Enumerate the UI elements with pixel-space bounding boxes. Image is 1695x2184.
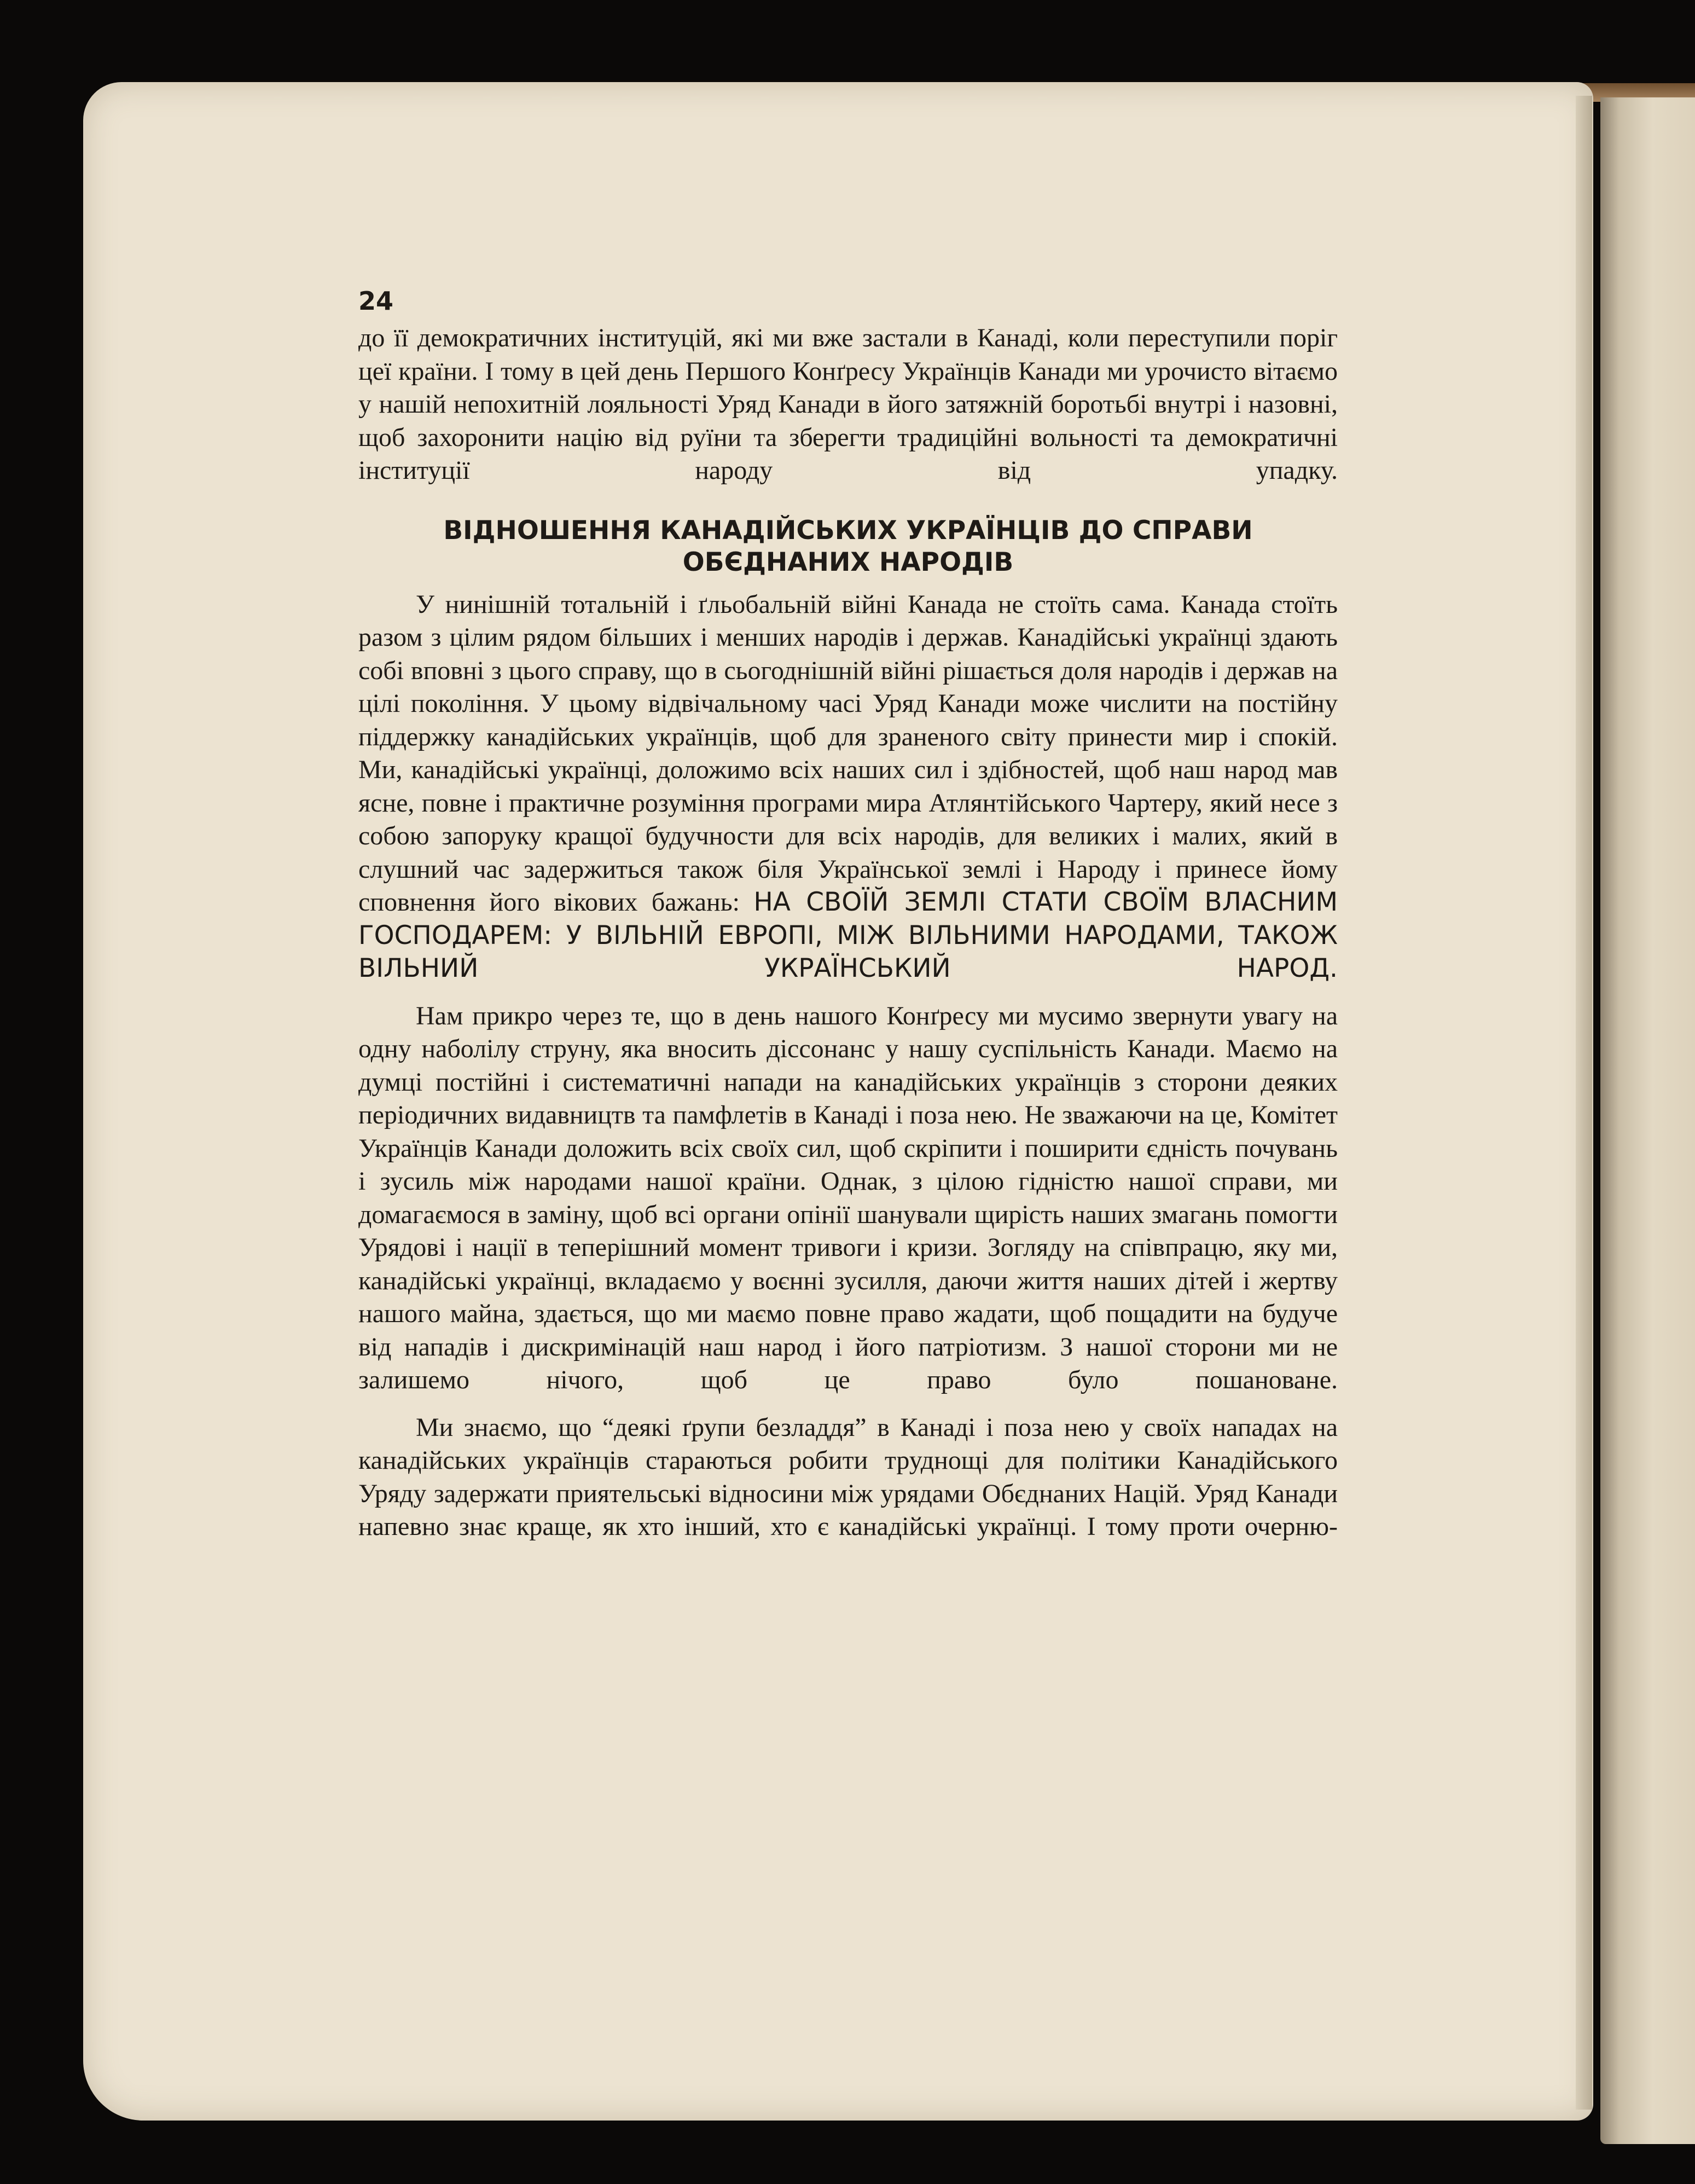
page-number: 24: [358, 286, 394, 316]
paragraph-disorder-groups: [358, 1411, 1338, 1544]
section-heading-line-1: ВІДНОШЕННЯ КАНАДІЙСЬКИХ УКРАЇНЦІВ ДО СПРАВИ: [443, 515, 1253, 546]
paragraph-continuation: [358, 322, 1338, 488]
paragraph-congress-complaint: [358, 1000, 1338, 1397]
paragraph-2-text: У нинішній тотальній і ґльобальній війні Канада не стоїть сама. Канада стоїть разом з цілим рядом більших і менших народів і держав. Канадійські українці здають собі вповні з цього справу, що в сьогоднішній війні рішається доля народів і держав на цілі покоління. У цьому відвічальному часі Уряд Канади може числити на постійну піддержку канадійських українців, щоб для зраненого світу принести мир і спокій. Ми, канадійські українці, доложимо всіх наших сил і здібностей, щоб наш народ мав ясне, повне і практичне розуміння програми мира Атлянтійського Чартеру, який несе з собою запоруку кращої будучности для всіх народів, для великих і малих, який в слушний час задержиться також біля Української землі і Народу і принесе йому сповнення його вікових бажань:: [358, 589, 1338, 917]
page-gutter-shadow: [1576, 96, 1592, 2110]
paragraph-united-nations: [358, 588, 1338, 986]
paragraph-1-text: до її демократичних інституцій, які ми вже застали в Канаді, коли переступили поріг цеї країни. І тому в цей день Першого Конґресу Українців Канади ми урочисто вітаємо у нашій непохитній лояльності Уряд Канади в його затяжній боротьбі внутрі і назовні, щоб захоронити націю від руїни та зберегти традиційні вольності та демократичні інституції народу від упадку.: [358, 323, 1338, 485]
section-heading-line-2: ОБЄДНАНИХ НАРОДІВ: [682, 547, 1014, 577]
adjacent-page-edge: [1600, 97, 1695, 2144]
paragraph-gap: [358, 1397, 1338, 1411]
section-heading: [358, 515, 1338, 578]
paragraph-2-caps-text: НА СВОЇЙ ЗЕМЛІ СТАТИ СВОЇМ ВЛАСНИМ ГОСПОДАРЕМ: У ВІЛЬНІЙ ЕВРОПІ, МІЖ ВІЛЬНИМИ НАРОДАМИ, ТАКОЖ ВІЛЬНИЙ УКРАЇНСЬКИЙ НАРОД.: [358, 887, 1338, 983]
paragraph-4-text: Ми знаємо, що “деякі ґрупи безладдя” в Канаді і поза нею у своїх нападах на канадійських українців стараються робити труднощі для політики Канадійського Уряду задержати приятельські відносини між урядами Обєднаних Націй. Уряд Канади напевно знає краще, як хто інший, хто є канадійські українці. І тому проти очерню-: [358, 1412, 1338, 1541]
paragraph-3-text: Нам прикро через те, що в день нашого Конґресу ми мусимо звернути увагу на одну наболілу струну, яка вносить діссонанс у нашу суспільність Канади. Маємо на думці постійні і систематичні напади на канадійських українців з сторони деяких періодичних видавництв та памфлетів в Канаді і поза нею. Не зважаючи на це, Комітет Українців Канади доложить всіх своїх сил, щоб скріпити і поширити єдність почувань і зусиль між народами нашої країни. Однак, з цілою гідністю нашої справи, ми домагаємося в заміну, щоб всі органи опінії шанували щирість наших змагань помогти Урядові і нації в теперішний момент тривоги і кризи. Зогляду на співпрацю, яку ми, канадійські українці, вкладаємо у воєнні зусилля, даючи життя наших дітей і жертву нашого майна, здається, що ми маємо повне право жадати, щоб пощадити на будуче від нападів і дискримінацій наш народ і його патріотизм. З нашої сторони ми не залишемо нічого, щоб це право було пошановане.: [358, 1001, 1338, 1394]
paragraph-gap: [358, 986, 1338, 1000]
page-content: [358, 285, 1338, 1544]
